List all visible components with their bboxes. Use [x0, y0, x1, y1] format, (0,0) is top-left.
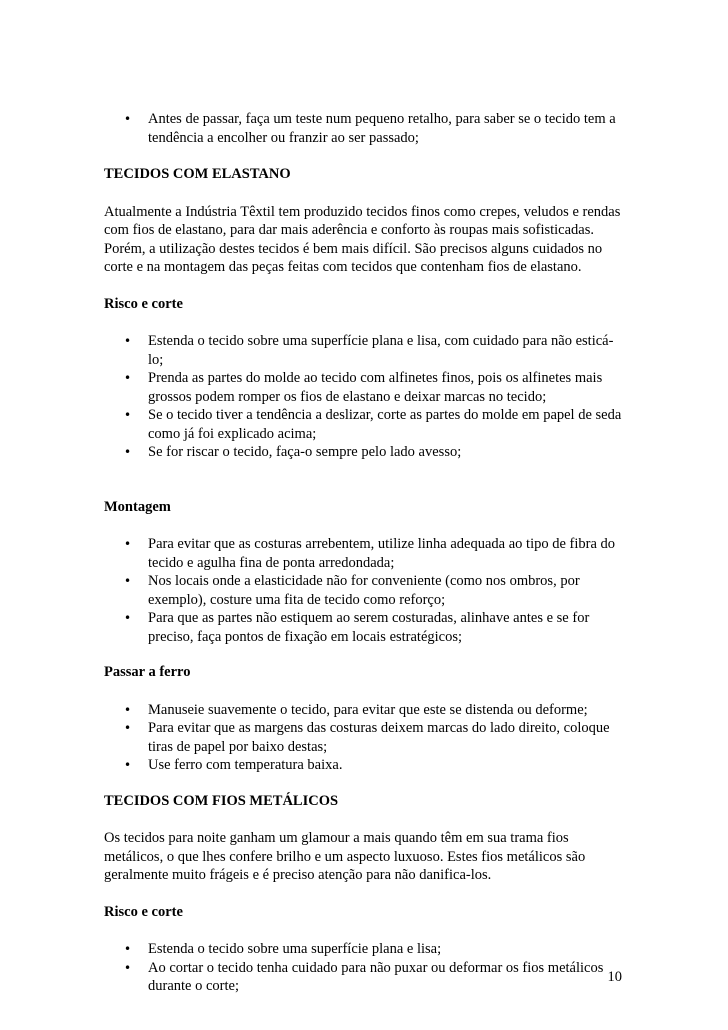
bullet-item: • Se for riscar o tecido, faça-o sempre pelo lado avesso; [148, 443, 624, 462]
bullet-item: • Use ferro com temperatura baixa. [148, 756, 624, 775]
section-heading: Montagem [104, 498, 171, 515]
bullet-item: • Se o tecido tiver a tendência a deslizar, corte as partes do molde em papel de seda como já foi explicado acima; [148, 406, 624, 443]
bullet-item: • Manuseie suavemente o tecido, para evitar que este se distenda ou deforme; [148, 701, 624, 720]
bullet-list [104, 535, 624, 646]
bullet-list [104, 940, 624, 996]
bullet-item: • Estenda o tecido sobre uma superfície plana e lisa, com cuidado para não esticá-lo; [148, 332, 624, 369]
section-heading: TECIDOS COM ELASTANO [104, 166, 291, 182]
body-paragraph: Atualmente a Indústria Têxtil tem produzido tecidos finos como crepes, veludos e rendas com fios de elastano, para dar mais aderência e conforto às roupas mais sofisticadas. Porém, a utilização destes tecidos é bem mais difícil. São precisos alguns cuidados no corte e na montagem das peças feitas com tecidos que contenham fios de elastano. [104, 203, 621, 275]
bullet-list [104, 110, 624, 147]
page-number: 10 [607, 969, 622, 985]
bullet-list [104, 701, 624, 775]
bullet-item: • Prenda as partes do molde ao tecido com alfinetes finos, pois os alfinetes mais grossos podem romper os fios de elastano e deixar marcas no tecido; [148, 369, 624, 406]
bullet-item: • Antes de passar, faça um teste num pequeno retalho, para saber se o tecido tem a tendência a encolher ou franzir ao ser passado; [148, 110, 624, 147]
bullet-item: • Ao cortar o tecido tenha cuidado para não puxar ou deformar os fios metálicos durante o corte; [148, 959, 624, 996]
bullet-item: • Para que as partes não estiquem ao serem costuradas, alinhave antes e se for preciso, faça pontos de fixação em locais estratégicos; [148, 609, 624, 646]
bullet-item: • Para evitar que as margens das costuras deixem marcas do lado direito, coloque tiras de papel por baixo destas; [148, 719, 624, 756]
bullet-list [104, 332, 624, 462]
bullet-item: • Estenda o tecido sobre uma superfície plana e lisa; [148, 940, 624, 959]
body-paragraph: Os tecidos para noite ganham um glamour a mais quando têm em sua trama fios metálicos, o que lhes confere brilho e um aspecto luxuoso. Estes fios metálicos são geralmente muito frágeis e é preciso atenção para não danifica-los. [104, 830, 586, 883]
section-heading: Risco e corte [104, 903, 183, 920]
page-content [104, 110, 624, 996]
bullet-item: • Para evitar que as costuras arrebentem, utilize linha adequada ao tipo de fibra do tecido e agulha fina de ponta arredondada; [148, 535, 624, 572]
bullet-item: • Nos locais onde a elasticidade não for conveniente (como nos ombros, por exemplo), costure uma fita de tecido como reforço; [148, 572, 624, 609]
section-heading: TECIDOS COM FIOS METÁLICOS [104, 792, 339, 809]
section-heading: Passar a ferro [104, 664, 191, 680]
section-heading: Risco e corte [104, 295, 183, 312]
